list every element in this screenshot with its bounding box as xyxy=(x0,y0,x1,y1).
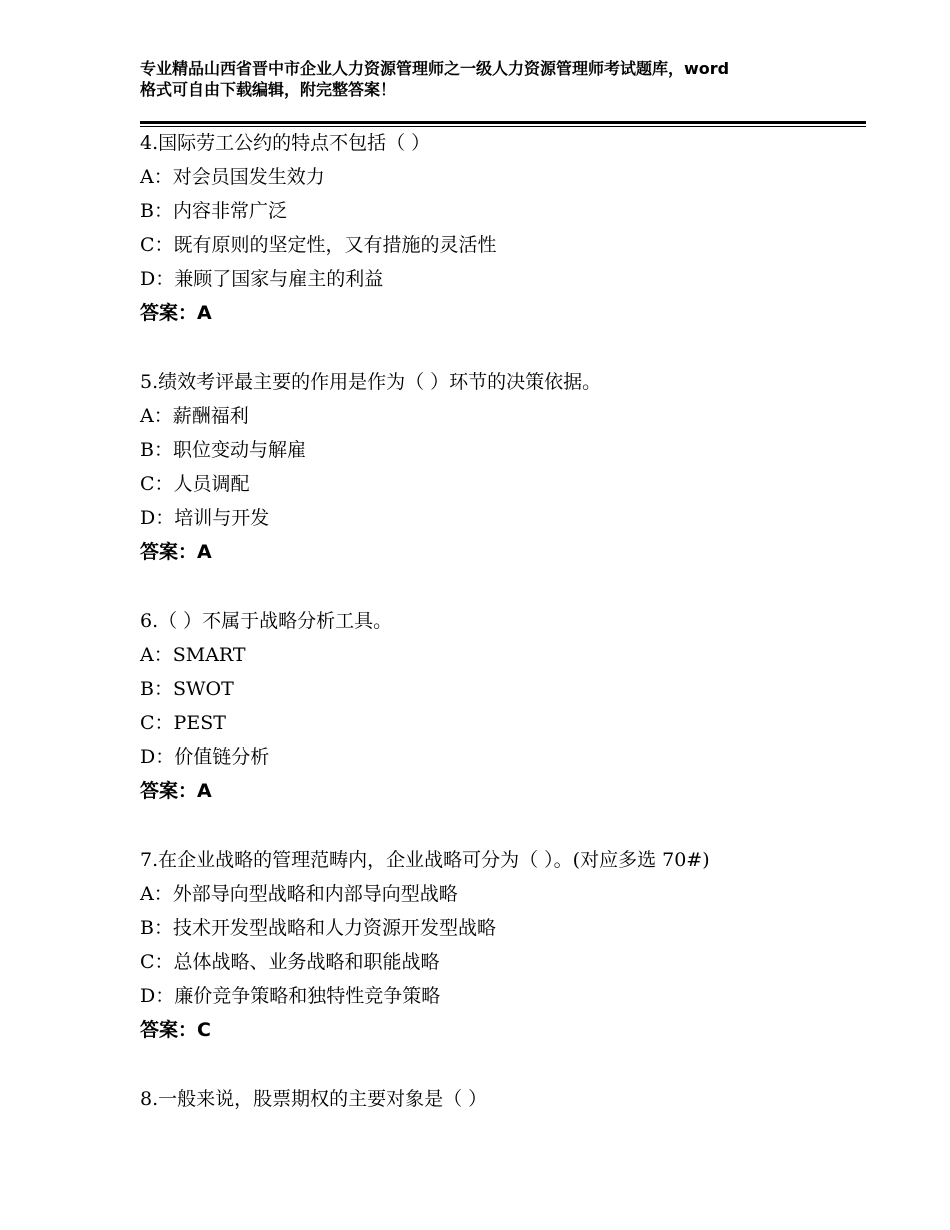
question-stem: 5.绩效考评最主要的作用是作为（ ）环节的决策依据。 xyxy=(140,371,602,393)
answer-line: 答案：A xyxy=(140,302,212,324)
option-b: B：职位变动与解雇 xyxy=(140,439,306,461)
option-c: C：PEST xyxy=(140,712,226,734)
question-6 xyxy=(140,604,860,808)
option-d: D：培训与开发 xyxy=(140,507,270,529)
answer-line: 答案：A xyxy=(140,541,212,563)
option-c: C：人员调配 xyxy=(140,473,250,495)
question-stem: 6.（ ）不属于战略分析工具。 xyxy=(140,610,393,632)
question-8 xyxy=(140,1082,860,1116)
question-stem: 8.一般来说，股票期权的主要对象是（ ） xyxy=(140,1088,488,1110)
option-a: A：对会员国发生效力 xyxy=(140,166,325,188)
document-header xyxy=(140,58,840,100)
question-5 xyxy=(140,365,860,569)
option-a: A：薪酬福利 xyxy=(140,405,249,427)
option-d: D：价值链分析 xyxy=(140,746,270,768)
option-c: C：既有原则的坚定性，又有措施的灵活性 xyxy=(140,234,497,256)
header-line-2: 格式可自由下载编辑，附完整答案！ xyxy=(140,80,397,99)
question-stem: 7.在企业战略的管理范畴内，企业战略可分为（ ）。(对应多选 70#) xyxy=(140,849,710,871)
option-b: B：技术开发型战略和人力资源开发型战略 xyxy=(140,917,496,939)
header-line-1: 专业精品山西省晋中市企业人力资源管理师之一级人力资源管理师考试题库，word xyxy=(140,59,730,78)
option-c: C：总体战略、业务战略和职能战略 xyxy=(140,951,440,973)
question-stem: 4.国际劳工公约的特点不包括（ ） xyxy=(140,132,431,154)
question-4 xyxy=(140,126,860,330)
option-a: A：外部导向型战略和内部导向型战略 xyxy=(140,883,458,905)
option-d: D：廉价竞争策略和独特性竞争策略 xyxy=(140,985,441,1007)
header-divider-thick xyxy=(140,121,866,124)
option-a: A：SMART xyxy=(140,644,246,666)
option-d: D：兼顾了国家与雇主的利益 xyxy=(140,268,384,290)
question-7 xyxy=(140,843,860,1047)
answer-line: 答案：C xyxy=(140,1019,211,1041)
answer-line: 答案：A xyxy=(140,780,212,802)
option-b: B：SWOT xyxy=(140,678,234,700)
option-b: B：内容非常广泛 xyxy=(140,200,287,222)
